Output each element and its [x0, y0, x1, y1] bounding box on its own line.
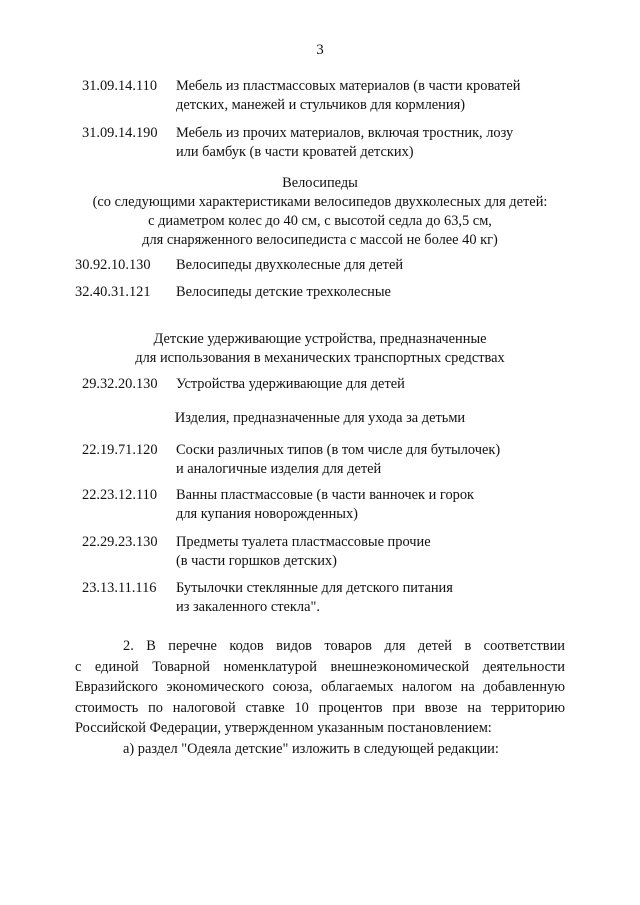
description-line: Предметы туалета пластмассовые прочие: [176, 534, 431, 550]
description-line: Бутылочки стеклянные для детского питания: [176, 580, 453, 596]
heading-line: с диаметром колес до 40 см, с высотой седла до 63,5 см,: [148, 213, 492, 229]
item-description: [176, 283, 576, 302]
item-description: [176, 486, 576, 524]
description-line: Велосипеды двухколесные для детей: [176, 257, 404, 273]
description-line: из закаленного стекла".: [176, 599, 320, 615]
item-code: 32.40.31.121: [75, 284, 151, 300]
page-number: 3: [316, 42, 324, 58]
item-description: [176, 256, 576, 275]
description-line: для купания новорожденных): [176, 506, 358, 522]
item-description: [176, 441, 576, 479]
item-description: [176, 375, 576, 394]
item-code: 29.32.20.130: [82, 376, 158, 392]
item-code: 22.29.23.130: [82, 534, 158, 550]
description-line: Соски различных типов (в том числе для бутылочек): [176, 442, 501, 458]
description-line: Мебель из прочих материалов, включая тростник, лозу: [176, 125, 514, 141]
item-code: 22.19.71.120: [82, 442, 158, 458]
description-line: и аналогичные изделия для детей: [176, 461, 382, 477]
heading-line: Велосипеды: [282, 175, 358, 191]
item-code: 22.23.12.110: [82, 487, 158, 503]
description-line: Устройства удерживающие для детей: [176, 376, 405, 392]
paragraph-line: 2. В перечне кодов видов товаров для детей в соответствии: [123, 638, 565, 654]
item-description: [176, 77, 576, 115]
heading-line: для использования в механических транспортных средствах: [135, 350, 505, 366]
description-line: Мебель из пластмассовых материалов (в части кроватей: [176, 78, 521, 94]
item-description: [176, 579, 576, 617]
paragraph-line: стоимость по налоговой ставке 10 процентов при ввозе на территорию: [75, 699, 565, 716]
paragraph-line: Российской Федерации, утвержденном указанным постановлением:: [75, 720, 492, 736]
item-code: 31.09.14.190: [82, 125, 158, 141]
heading-line: (со следующими характеристиками велосипедов двухколесных для детей:: [92, 194, 548, 210]
description-line: детских, манежей и стульчиков для кормления): [176, 97, 465, 113]
description-line: или бамбук (в части кроватей детских): [176, 144, 414, 160]
description-line: Велосипеды детские трехколесные: [176, 284, 391, 300]
heading-line: Детские удерживающие устройства, предназначенные: [153, 331, 487, 347]
subitem-a: а) раздел "Одеяла детские" изложить в следующей редакции:: [123, 740, 499, 757]
item-code: 23.13.11.116: [82, 580, 157, 596]
paragraph-2: [75, 636, 565, 759]
item-description: [176, 533, 576, 571]
description-line: Ванны пластмассовые (в части ванночек и горок: [176, 487, 475, 503]
section-heading-bicycles: [0, 174, 640, 250]
item-description: [176, 124, 576, 162]
item-code: 31.09.14.110: [82, 78, 158, 94]
paragraph-line: с единой Товарной номенклатурой внешнеэкономической деятельности: [75, 658, 565, 675]
section-heading-restraints: [0, 330, 640, 368]
paragraph-line: Евразийского экономического союза, облагаемых налогом на добавленную: [75, 679, 565, 695]
heading-line: Изделия, предназначенные для ухода за детьми: [174, 410, 466, 426]
heading-line: для снаряженного велосипедиста с массой не более 40 кг): [142, 232, 498, 248]
section-heading-care: [0, 409, 640, 428]
item-code: 30.92.10.130: [75, 257, 151, 273]
description-line: (в части горшков детских): [176, 553, 337, 569]
